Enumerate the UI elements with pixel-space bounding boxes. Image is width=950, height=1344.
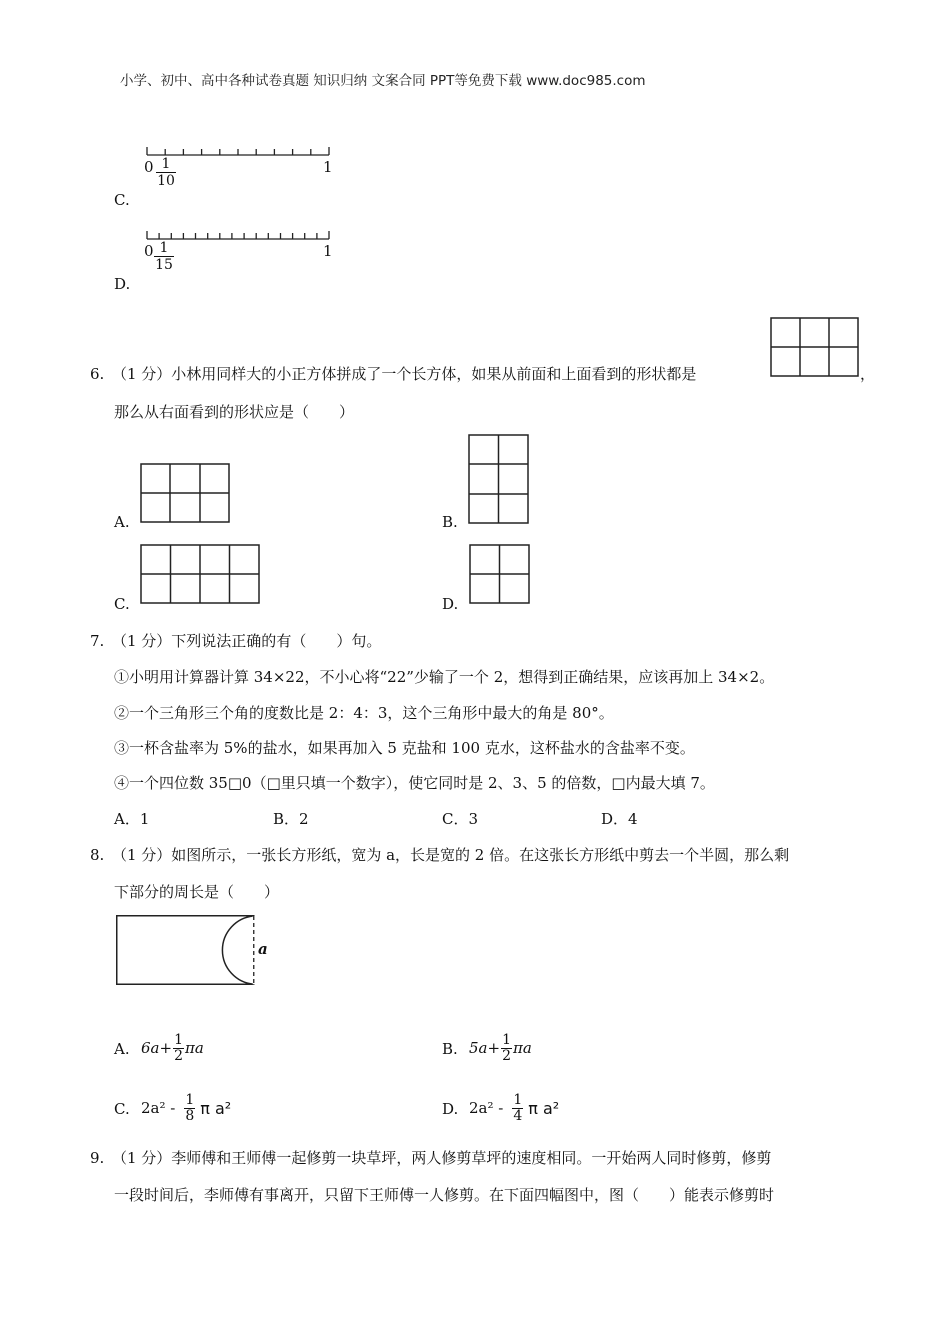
- q8-figure: [116, 915, 276, 987]
- q8-option-c-post: π a²: [200, 1098, 232, 1118]
- q7-option-c[interactable]: C．3: [442, 810, 479, 828]
- q8-option-a-expr: [141, 1028, 204, 1068]
- q8-figure-label: a: [258, 940, 268, 958]
- q6-option-a-grid: [140, 463, 232, 525]
- q6-option-d[interactable]: D.: [442, 595, 459, 613]
- number-line-c-frac-den: 10: [157, 173, 175, 189]
- q8-option-a-num: 1: [174, 1031, 183, 1048]
- q7-option-a[interactable]: A．1: [114, 810, 150, 828]
- q7-statement-2: ②一个三角形三个角的度数比是 2：4：3，这个三角形中最大的角是 80°。: [114, 704, 614, 722]
- number-line-d-zero: 0: [144, 242, 154, 260]
- number-line-d-one: 1: [323, 242, 333, 260]
- q8-option-b[interactable]: B.: [442, 1040, 458, 1058]
- q8-option-c-num: 1: [185, 1091, 195, 1108]
- number-line-c-frac-num: 1: [161, 156, 171, 172]
- q8-option-a-post: πa: [184, 1039, 204, 1057]
- q9-line1: （1 分）李师傅和王师傅一起修剪一块草坪，两人修剪草坪的速度相同。一开始两人同时修剪，修剪: [112, 1149, 772, 1167]
- q8-option-b-pre: 5a+: [469, 1039, 501, 1057]
- q8-option-d-pre: 2a² -: [469, 1099, 504, 1117]
- number-line-d-frac-den: 15: [155, 257, 173, 273]
- q8-option-a-pre: 6a+: [141, 1039, 173, 1057]
- q8-option-b-post: πa: [512, 1039, 532, 1057]
- q7-stem: （1 分）下列说法正确的有（ ）句。: [112, 632, 382, 650]
- q8-option-b-den: 2: [502, 1047, 511, 1064]
- q8-option-a[interactable]: A.: [114, 1040, 130, 1058]
- q8-option-c-pre: 2a² -: [141, 1099, 176, 1117]
- q8-option-b-num: 1: [502, 1031, 511, 1048]
- q7-option-b[interactable]: B．2: [273, 810, 309, 828]
- q7-option-d[interactable]: D．4: [601, 810, 638, 828]
- q6-option-b-grid: [468, 434, 530, 526]
- option-c-label: C.: [114, 191, 130, 209]
- q8-number: 8.: [90, 846, 105, 864]
- q7-statement-4: ④一个四位数 35□0（□里只填一个数字），使它同时是 2、3、5 的倍数，□内最大填 7。: [114, 774, 715, 792]
- q8-option-c[interactable]: C.: [114, 1100, 130, 1118]
- q6-stem-grid: [770, 317, 860, 379]
- q8-line2: 下部分的周长是（ ）: [114, 883, 280, 901]
- q6-option-c[interactable]: C.: [114, 595, 130, 613]
- number-line-d-frac-num: 1: [159, 240, 169, 256]
- q8-option-c-den: 8: [185, 1107, 195, 1124]
- q8-line1: （1 分）如图所示，一张长方形纸，宽为 a，长是宽的 2 倍。在这张长方形纸中剪去一个半圆，那么剩: [112, 846, 790, 864]
- number-line-c-one: 1: [323, 158, 333, 176]
- q8-option-d-den: 4: [513, 1107, 523, 1124]
- q6-option-b[interactable]: B.: [442, 513, 458, 531]
- number-line-c-zero: 0: [144, 158, 154, 176]
- q7-statement-3: ③一杯含盐率为 5%的盐水，如果再加入 5 克盐和 100 克水，这杯盐水的含盐率不变。: [114, 739, 695, 757]
- q9-number: 9.: [90, 1149, 105, 1167]
- q6-option-c-grid: [140, 544, 261, 606]
- page-header: 小学、初中、高中各种试卷真题 知识归纳 文案合同 PPT等免费下载 www.doc985.com: [120, 73, 646, 89]
- q6-option-d-grid: [469, 544, 531, 606]
- q6-line1: （1 分）小林用同样大的小正方体拼成了一个长方体，如果从前面和上面看到的形状都是: [112, 365, 697, 383]
- q8-option-c-expr: [141, 1088, 231, 1128]
- q8-option-b-expr: [469, 1028, 532, 1068]
- q6-comma: ，: [860, 365, 876, 383]
- q7-number: 7.: [90, 632, 105, 650]
- q6-number: 6.: [90, 365, 105, 383]
- q8-option-d-post: π a²: [528, 1098, 560, 1118]
- q8-option-d[interactable]: D.: [442, 1100, 459, 1118]
- q8-option-d-num: 1: [513, 1091, 523, 1108]
- q8-option-d-expr: [469, 1088, 559, 1128]
- q6-option-a[interactable]: A.: [114, 513, 130, 531]
- q6-line2: 那么从右面看到的形状应是（ ）: [114, 403, 355, 421]
- q8-option-a-den: 2: [174, 1047, 183, 1064]
- option-d-label: D.: [114, 275, 131, 293]
- q7-statement-1: ①小明用计算器计算 34×22，不小心将“22”少输了一个 2，想得到正确结果，应该再加上 34×2。: [114, 668, 775, 686]
- q9-line2: 一段时间后，李师傅有事离开，只留下王师傅一人修剪。在下面四幅图中，图（ ）能表示修剪时: [114, 1186, 775, 1204]
